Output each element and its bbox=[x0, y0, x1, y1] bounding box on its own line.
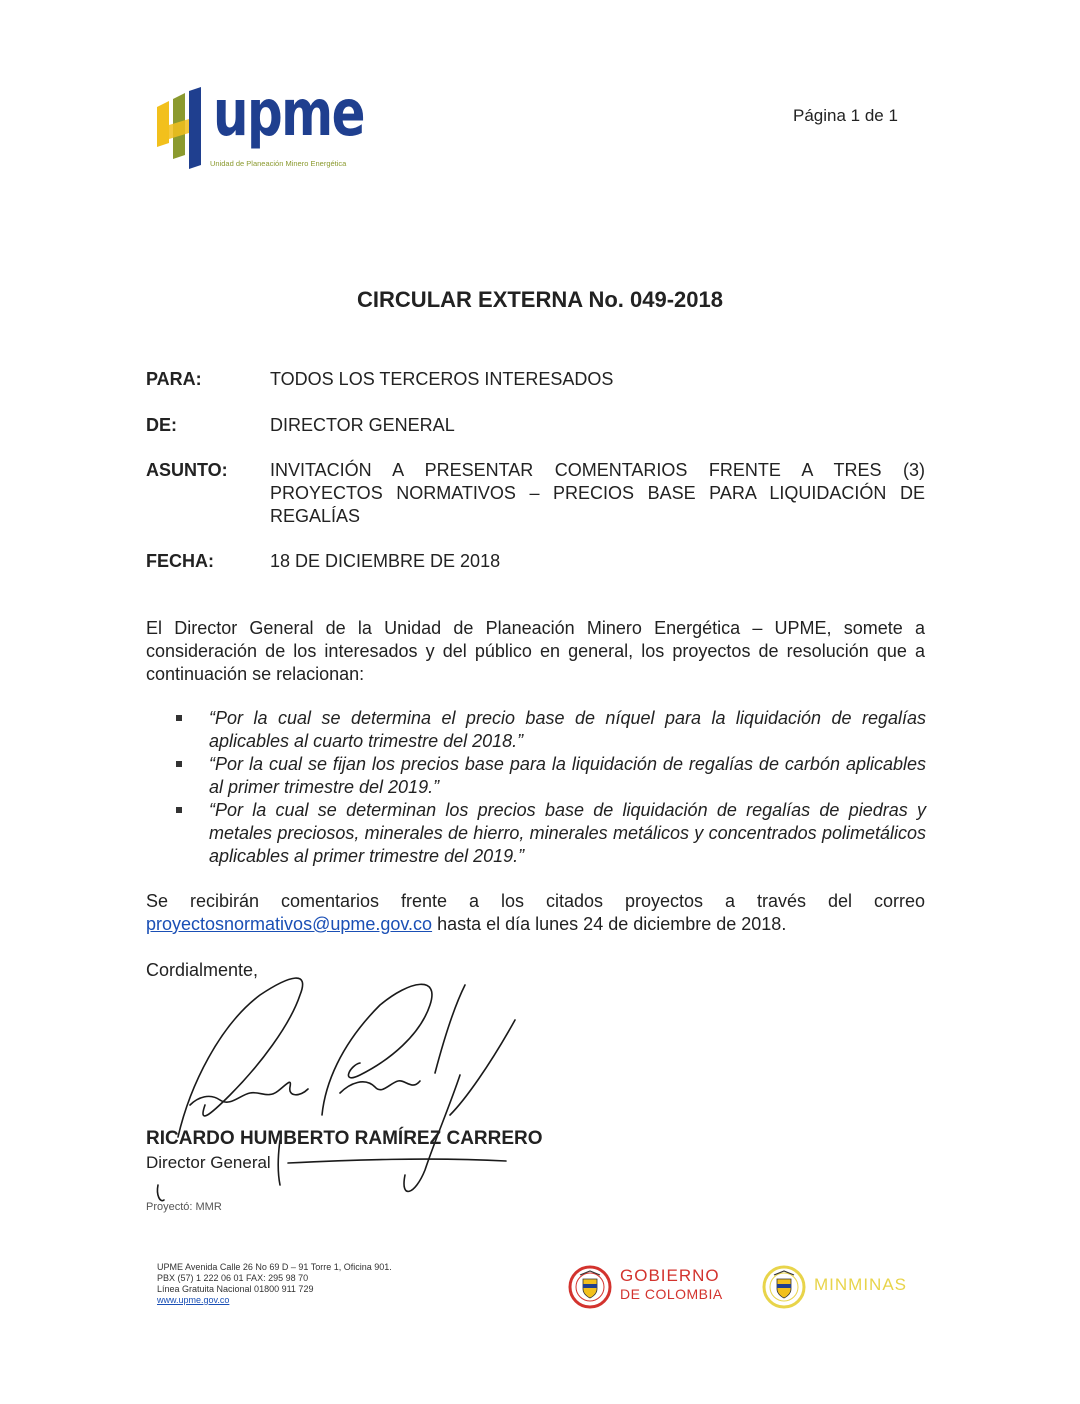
asunto-value-line1: INVITACIÓN A PRESENTAR COMENTARIOS FRENTE A TRES (3) PROYECTOS NORMATIVOS – PRECIOS BASE PARA LIQUIDACIÓN DE bbox=[270, 460, 925, 503]
footer-contact bbox=[157, 1262, 392, 1306]
bullet-icon bbox=[176, 807, 182, 813]
upme-logo-text: upme bbox=[213, 77, 364, 151]
upme-logo-subtitle: Unidad de Planeación Minero Energética bbox=[210, 159, 347, 168]
para-label: PARA: bbox=[146, 369, 202, 389]
document-title: CIRCULAR EXTERNA No. 049-2018 bbox=[357, 287, 723, 312]
fecha-value: 18 DE DICIEMBRE DE 2018 bbox=[270, 551, 501, 571]
de-value: DIRECTOR GENERAL bbox=[270, 415, 455, 435]
comments-deadline-text: hasta el día lunes 24 de diciembre de 2018. bbox=[432, 914, 787, 934]
intro-paragraph: El Director General de la Unidad de Planeación Minero Energética – UPME, somete a consideración de los interesados y del público en general, los proyectos de resolución que a continuación se relacionan: bbox=[146, 618, 925, 684]
minminas-logo bbox=[762, 1265, 907, 1314]
coat-of-arms-icon bbox=[568, 1265, 612, 1309]
gobierno-line1: GOBIERNO bbox=[620, 1266, 720, 1285]
footer-address: UPME Avenida Calle 26 No 69 D – 91 Torre 1, Oficina 901. bbox=[157, 1262, 392, 1272]
bullet-icon bbox=[176, 715, 182, 721]
upme-logo-mark-icon bbox=[155, 85, 215, 175]
comments-text: Se recibirán comentarios frente a los citados proyectos a través del correo bbox=[146, 891, 925, 911]
footer-website-link[interactable]: www.upme.gov.co bbox=[157, 1295, 230, 1305]
list-item-text: “Por la cual se determina el precio base de níquel para la liquidación de regalías aplicables al cuarto trimestre del 2018.” bbox=[209, 708, 926, 751]
prepared-by: Proyectó: MMR bbox=[146, 1201, 222, 1213]
asunto-value-line2: REGALÍAS bbox=[270, 506, 361, 526]
list-item bbox=[176, 707, 926, 753]
closing-text: Cordialmente, bbox=[146, 960, 259, 980]
signer-role: Director General bbox=[146, 1153, 271, 1172]
gobierno-wordmark bbox=[620, 1267, 723, 1303]
resolution-list bbox=[176, 707, 926, 868]
page-number: Página 1 de 1 bbox=[793, 106, 898, 125]
signer-name: RICARDO HUMBERTO RAMÍREZ CARRERO bbox=[146, 1128, 543, 1149]
list-item-text: “Por la cual se fijan los precios base para la liquidación de regalías de carbón aplicables al primer trimestre del 2019.” bbox=[209, 754, 926, 797]
list-item bbox=[176, 799, 926, 868]
de-label: DE: bbox=[146, 415, 177, 435]
bullet-icon bbox=[176, 761, 182, 767]
footer-toll-free: Línea Gratuita Nacional 01800 911 729 bbox=[157, 1284, 314, 1294]
comments-paragraph bbox=[146, 890, 925, 936]
asunto-label: ASUNTO: bbox=[146, 460, 228, 480]
coat-of-arms-icon bbox=[762, 1265, 806, 1309]
fecha-label: FECHA: bbox=[146, 551, 214, 571]
gobierno-line2: DE COLOMBIA bbox=[620, 1286, 723, 1302]
upme-logo bbox=[155, 77, 395, 180]
gobierno-logo bbox=[568, 1265, 723, 1314]
email-link[interactable]: proyectosnormativos@upme.gov.co bbox=[146, 914, 433, 934]
para-value: TODOS LOS TERCEROS INTERESADOS bbox=[270, 369, 614, 389]
list-item-text: “Por la cual se determinan los precios base de liquidación de regalías de piedras y metales preciosos, minerales de hierro, minerales metálicos y concentrados polimetálicos aplicables al primer trimestre del 2019.” bbox=[209, 800, 926, 866]
list-item bbox=[176, 753, 926, 799]
minminas-wordmark: MINMINAS bbox=[814, 1275, 907, 1294]
footer-phone: PBX (57) 1 222 06 01 FAX: 295 98 70 bbox=[157, 1273, 309, 1283]
